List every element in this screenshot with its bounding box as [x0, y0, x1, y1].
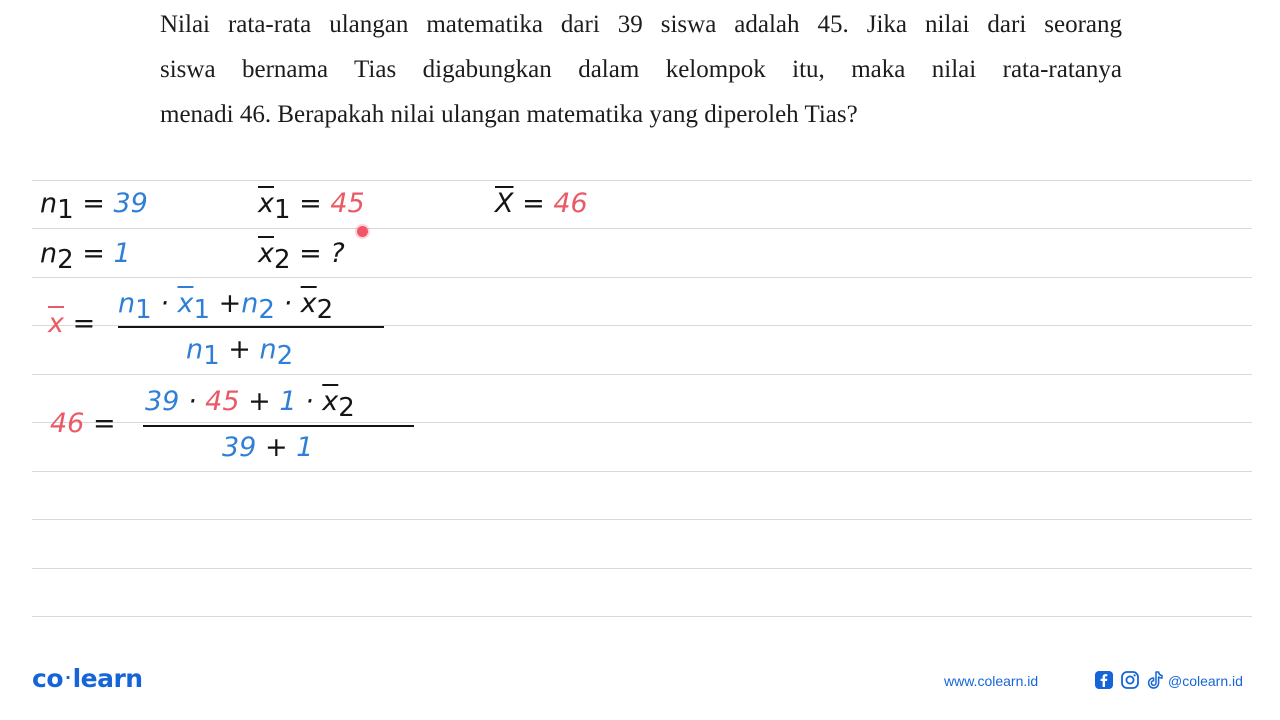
problem-line-1: Nilai rata-rata ulangan matematika dari 39 siswa adalah 45. Jika nilai dari seorang [160, 11, 1122, 38]
website-link[interactable]: www.colearn.id [944, 673, 1039, 689]
colearn-logo[interactable]: co ·learn [32, 664, 143, 693]
n1-value: 39 [113, 188, 148, 219]
x2-expression: $\overline{x}2$ = ? [258, 238, 345, 275]
formula-denominator: n1 + n2 [186, 334, 294, 371]
tiktok-icon[interactable] [1145, 670, 1165, 690]
rule-line [32, 519, 1252, 520]
rule-line [32, 616, 1252, 617]
rule-line [32, 422, 1252, 423]
problem-line-3: menadi 46. Berapakah nilai ulangan matematika yang diperoleh Tias? [160, 101, 858, 128]
instagram-icon[interactable] [1120, 670, 1140, 690]
substituted-numerator: $39 \cdot 45 + 1 \cdot \overline{x}2$ [145, 386, 355, 423]
rule-line [32, 568, 1252, 569]
formula-fraction-bar [118, 326, 384, 328]
x2-value: ? [330, 238, 345, 269]
problem-line-2: siswa bernama Tias digabungkan dalam kelompok itu, maka nilai rata-ratanya [160, 56, 1122, 83]
formula-numerator: $n1 \cdot \overline{x}1 +n2 \cdot \overline{x}2$ [118, 288, 334, 325]
facebook-icon[interactable] [1094, 670, 1114, 690]
x1-value: 45 [330, 188, 365, 219]
footer [0, 660, 1280, 700]
n2-value: 1 [113, 238, 131, 269]
problem-text [160, 2, 1122, 137]
xbar-value: 46 [553, 188, 588, 219]
n1-expression: n1 = 39 [40, 188, 148, 225]
rule-line [32, 471, 1252, 472]
pointer-cursor [357, 226, 368, 237]
formula-lhs: $\overline{x}$ = [48, 308, 96, 339]
social-handle[interactable]: @colearn.id [1168, 673, 1243, 689]
rule-line [32, 277, 1252, 278]
n2-expression: n2 = 1 [40, 238, 131, 275]
rule-line [32, 228, 1252, 229]
x1-expression: $\overline{x}1 = 45$ [258, 188, 365, 225]
substituted-denominator: 39 + 1 [222, 432, 314, 463]
xbar-expression: $\overline{X} = 46$ [495, 188, 588, 219]
rule-line [32, 374, 1252, 375]
substituted-fraction-bar [143, 425, 414, 427]
substituted-lhs: 46 = [50, 408, 116, 439]
rule-line [32, 180, 1252, 181]
